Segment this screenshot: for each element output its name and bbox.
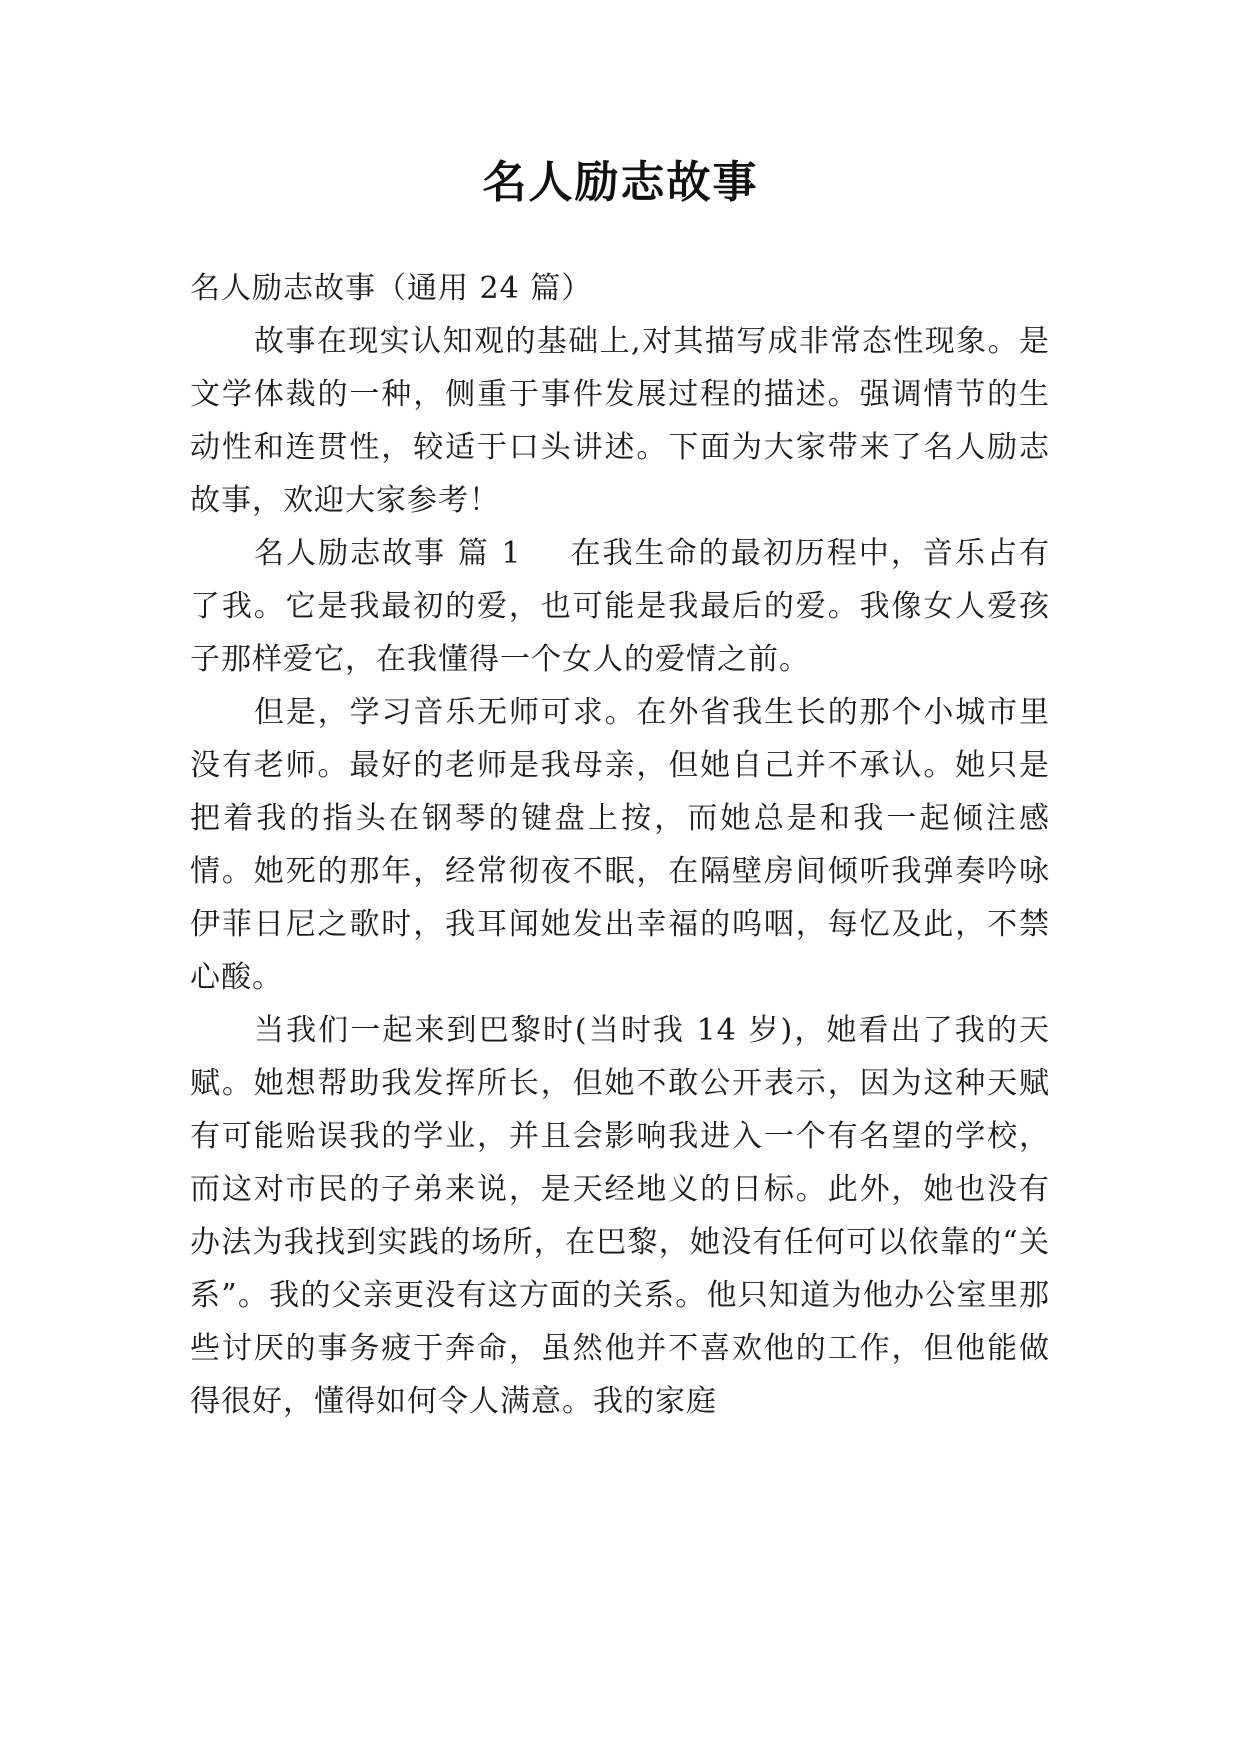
section-1-paragraph-1-text: 在我生命的最初历程中，音乐占有了我。它是我最初的爱，也可能是我最后的爱。我像女人爱孩子那样爱它，在我懂得一个女人的爱情之前。 bbox=[190, 536, 1051, 677]
intro-paragraph: 故事在现实认知观的基础上,对其描写成非常态性现象。是文学体裁的一种，侧重于事件发展过程的描述。强调情节的生动性和连贯性，较适于口头讲述。下面为大家带来了名人励志故事，欢迎大家参考！ bbox=[190, 324, 1050, 518]
section-1-paragraph-2: 但是，学习音乐无师可求。在外省我生长的那个小城市里没有老师。最好的老师是我母亲，但她自己并不承认。她只是把着我的指头在钢琴的键盘上按，而她总是和我一起倾注感情。她死的那年，经常彻夜不眠，在隔壁房间倾听我弹奏吟咏伊菲日尼之歌时，我耳闻她发出幸福的呜咽，每忆及此，不禁心酸。 bbox=[190, 695, 1050, 995]
section-1-paragraph-1 bbox=[190, 527, 1050, 686]
document-subtitle: 名人励志故事（通用 24 篇） bbox=[190, 271, 593, 306]
section-1-paragraph-3: 当我们一起来到巴黎时(当时我 14 岁)，她看出了我的天赋。她想帮助我发挥所长，但她不敢公开表示，因为这种天赋有可能贻误我的学业，并且会影响我进入一个有名望的学校，而这对市民的子弟来说，是天经地义的日标。此外，她也没有办法为我找到实践的场所，在巴黎，她没有任何可以依靠的“关系”。我的父亲更没有这方面的关系。他只知道为他办公室里那些讨厌的事务疲于奔命，虽然他并不喜欢他的工作，但他能做得很好，懂得如何令人满意。我的家庭 bbox=[190, 1013, 1050, 1419]
section-1-heading: 名人励志故事 篇 1 bbox=[254, 536, 522, 571]
document-body bbox=[190, 262, 1050, 1428]
document-title: 名人励志故事 bbox=[482, 157, 759, 208]
